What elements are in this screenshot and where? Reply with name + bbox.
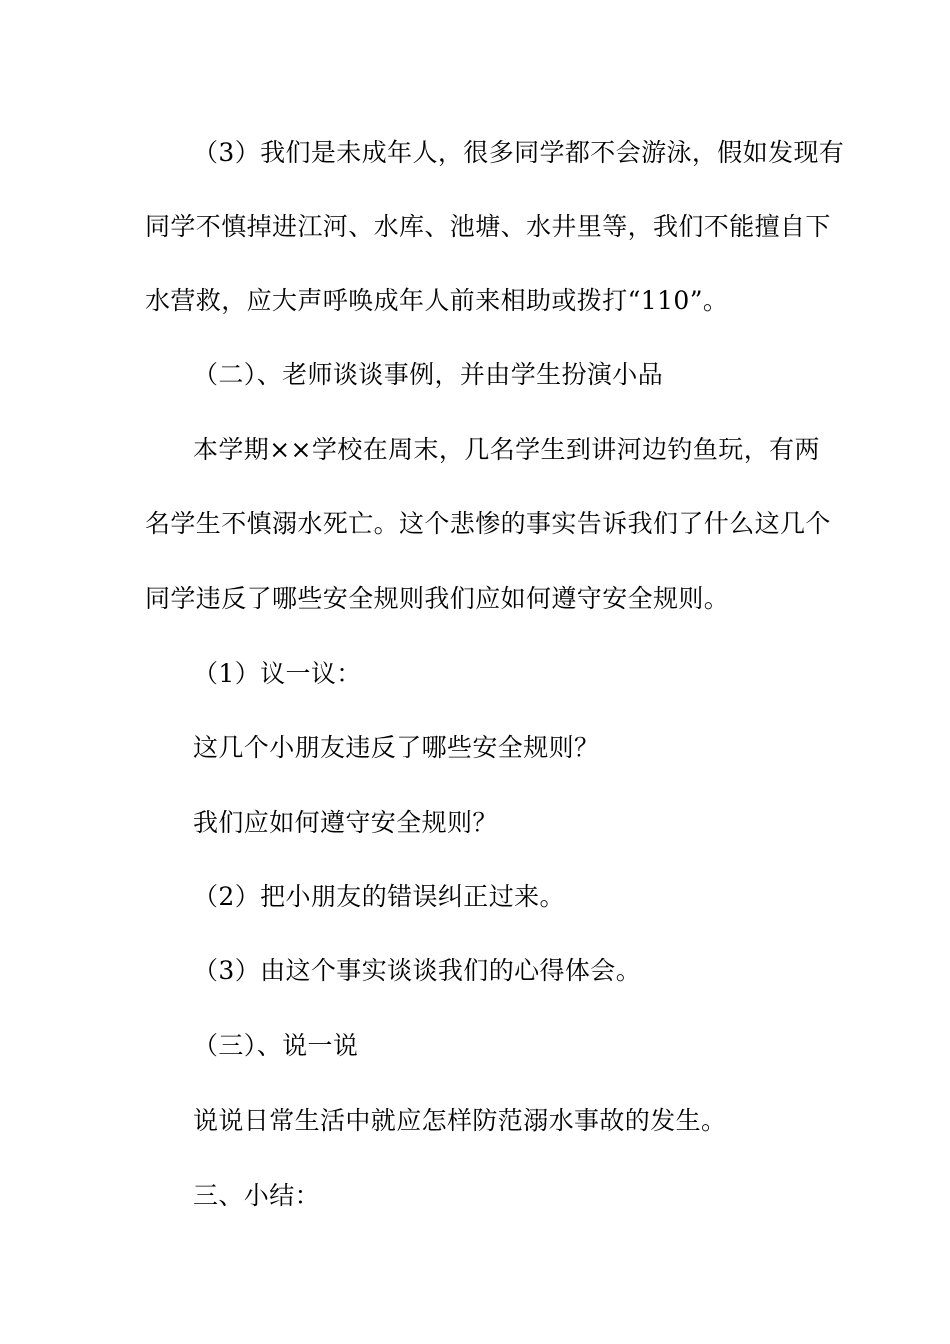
section-heading: （三）、说一说 bbox=[193, 1031, 359, 1060]
section-heading: （二）、老师谈谈事例，并由学生扮演小品 bbox=[193, 360, 664, 389]
paragraph-line: 说说日常生活中就应怎样防范溺水事故的发生。 bbox=[193, 1106, 727, 1135]
paragraph-line: （3）我们是未成年人，很多同学都不会游泳，假如发现有 bbox=[193, 138, 845, 167]
paragraph-line: 同学不慎掉进江河、水库、池塘、水井里等，我们不能擅自下 bbox=[145, 212, 831, 241]
paragraph-line: 水营救，应大声呼唤成年人前来相助或拨打“110”。 bbox=[145, 286, 729, 315]
paragraph-line: 本学期××学校在周末，几名学生到讲河边钓鱼玩，有两 bbox=[193, 435, 820, 464]
paragraph-line: 同学违反了哪些安全规则我们应如何遵守安全规则。 bbox=[145, 584, 730, 613]
paragraph-line: 这几个小朋友违反了哪些安全规则？ bbox=[193, 733, 600, 762]
paragraph-line: 我们应如何遵守安全规则？ bbox=[193, 808, 498, 837]
list-item: （1）议一议： bbox=[193, 659, 362, 688]
list-item: （2）把小朋友的错误纠正过来。 bbox=[193, 882, 565, 911]
list-item: （3）由这个事实谈谈我们的心得体会。 bbox=[193, 956, 642, 985]
paragraph-line: 名学生不慎溺水死亡。这个悲惨的事实告诉我们了什么这几个 bbox=[145, 509, 831, 538]
section-heading: 三、小结： bbox=[193, 1181, 321, 1210]
